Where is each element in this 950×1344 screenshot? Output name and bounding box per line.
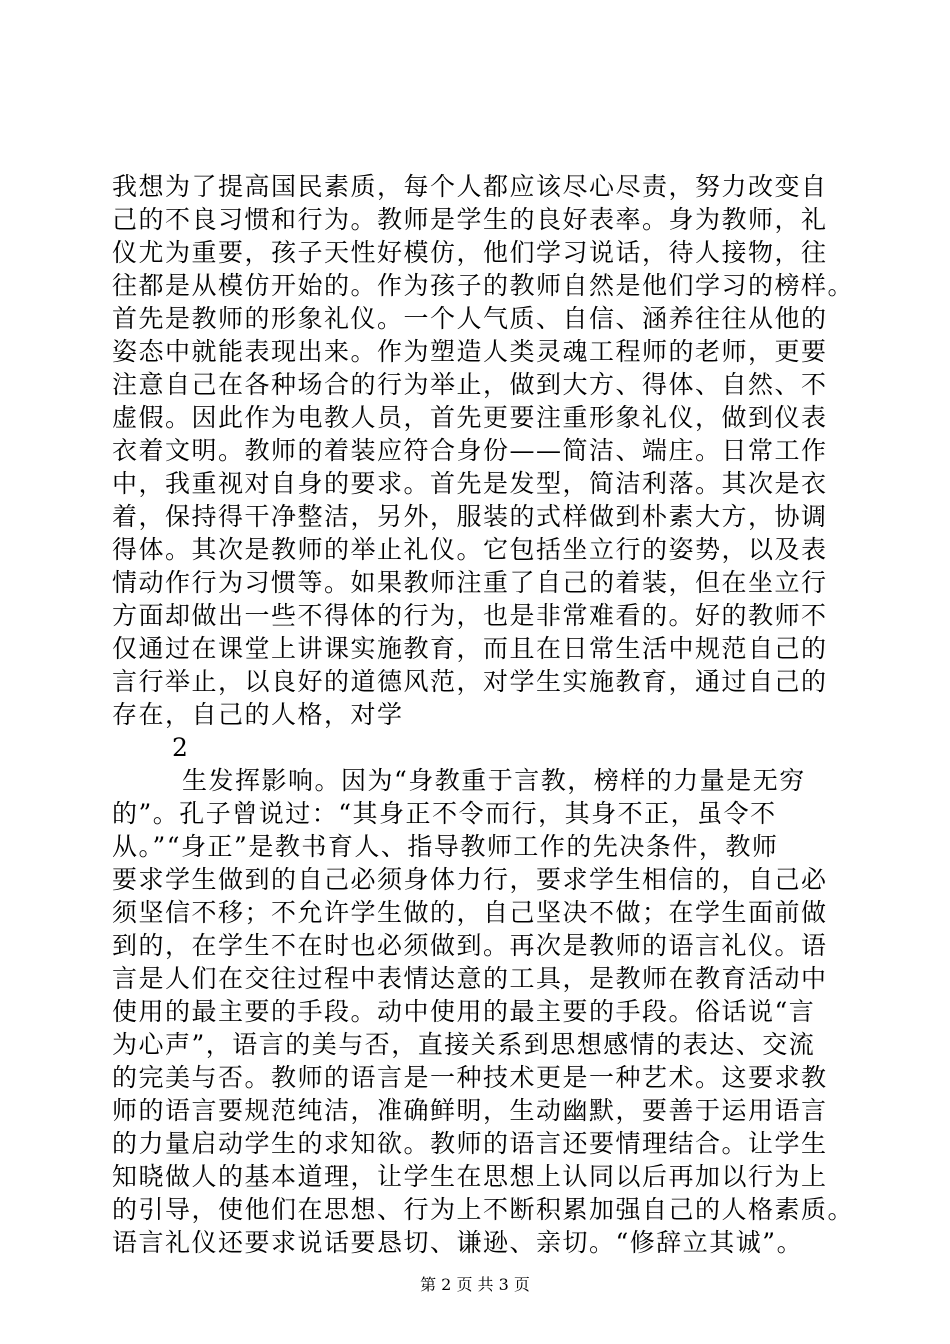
text-line: 的完美与否。教师的语言是一种技术更是一种艺术。这要求教 (112, 1063, 828, 1092)
text-line: 首先是教师的形象礼仪。一个人气质、自信、涵养往往从他的 (112, 304, 828, 333)
text-line: 我想为了提高国民素质，每个人都应该尽心尽责，努力改变自 (112, 172, 828, 201)
text-line: 存在，自己的人格，对学 (112, 700, 404, 729)
page-footer: 第 2 页 共 3 页 (420, 1275, 530, 1294)
inline-page-number: 2 (172, 733, 190, 762)
text-line: 情动作行为习惯等。如果教师注重了自己的着装，但在坐立行 (112, 568, 828, 597)
text-line: 言是人们在交往过程中表情达意的工具，是教师在教育活动中 (112, 964, 828, 993)
text-line: 仪尤为重要，孩子天性好模仿，他们学习说话，待人接物，往 (112, 238, 828, 267)
text-line: 姿态中就能表现出来。作为塑造人类灵魂工程师的老师，更要 (112, 337, 828, 366)
text-line: 虚假。因此作为电教人员，首先更要注重形象礼仪，做到仪表 (112, 403, 828, 432)
text-line-indented: 生发挥影响。因为“身教重于言教，榜样的力量是无穷 (182, 766, 806, 795)
text-line: 得体。其次是教师的举止礼仪。它包括坐立行的姿势，以及表 (112, 535, 828, 564)
text-line: 的力量启动学生的求知欲。教师的语言还要情理结合。让学生 (112, 1129, 828, 1158)
text-line: 从。”“身正”是教书育人、指导教师工作的先决条件，教师 (112, 832, 779, 861)
text-line: 己的不良习惯和行为。教师是学生的良好表率。身为教师，礼 (112, 205, 828, 234)
text-line: 使用的最主要的手段。动中使用的最主要的手段。俗话说“言 (112, 997, 816, 1026)
text-line: 的引导，使他们在思想、行为上不断积累加强自己的人格素质。 (112, 1195, 855, 1224)
text-line: 仅通过在课堂上讲课实施教育，而且在日常生活中规范自己的 (112, 634, 828, 663)
body-text (112, 170, 855, 1259)
text-line: 往都是从模仿开始的。作为孩子的教师自然是他们学习的榜样。 (112, 271, 855, 300)
text-line: 注意自己在各种场合的行为举止，做到大方、得体、自然、不 (112, 370, 828, 399)
text-line: 的”。孔子曾说过：“其身正不令而行，其身不正，虽令不 (112, 799, 777, 828)
text-line: 须坚信不移；不允许学生做的，自己坚决不做；在学生面前做 (112, 898, 828, 927)
text-line: 语言礼仪还要求说话要恳切、谦逊、亲切。“修辞立其诚”。 (112, 1228, 804, 1257)
text-line: 言行举止，以良好的道德风范，对学生实施教育，通过自己的 (112, 667, 828, 696)
text-line: 师的语言要规范纯洁，准确鲜明，生动幽默，要善于运用语言 (112, 1096, 828, 1125)
text-line: 着，保持得干净整洁，另外，服装的式样做到朴素大方，协调 (112, 502, 828, 531)
text-line: 要求学生做到的自己必须身体力行，要求学生相信的，自己必 (112, 865, 828, 894)
text-line: 衣着文明。教师的着装应符合身份——简洁、端庄。日常工作 (112, 436, 828, 465)
text-line: 到的，在学生不在时也必须做到。再次是教师的语言礼仪。语 (112, 931, 828, 960)
text-line: 为心声”，语言的美与否，直接关系到思想感情的表达、交流 (112, 1030, 816, 1059)
text-line: 中，我重视对自身的要求。首先是发型，简洁利落。其次是衣 (112, 469, 828, 498)
text-line: 方面却做出一些不得体的行为，也是非常难看的。好的教师不 (112, 601, 828, 630)
text-line: 知晓做人的基本道理，让学生在思想上认同以后再加以行为上 (112, 1162, 828, 1191)
